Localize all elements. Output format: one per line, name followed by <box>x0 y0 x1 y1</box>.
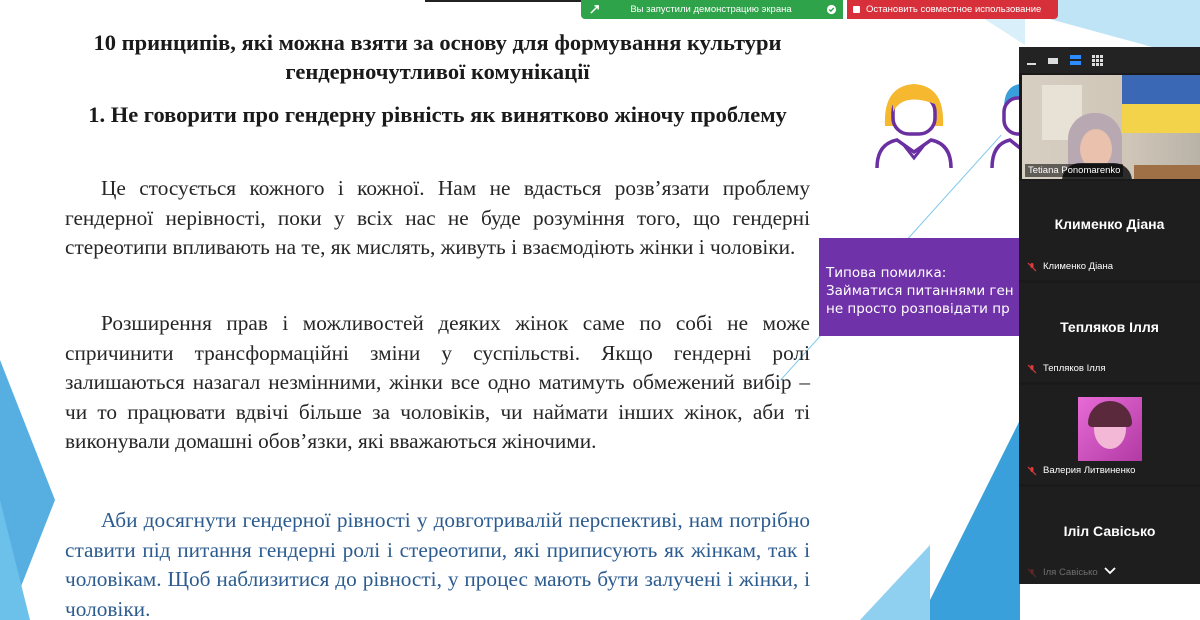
participant-label-row <box>1027 261 1113 272</box>
callout-line-2: Займатися питаннями ген <box>826 283 1014 299</box>
callout-line-1: Типова помилка: <box>826 265 947 281</box>
screen-share-status-text: Вы запустили демонстрацию экрана <box>630 4 792 15</box>
slide-decoration-bottom-right <box>920 420 1020 620</box>
window-edge <box>425 0 585 2</box>
chevron-down-icon[interactable] <box>1103 566 1117 576</box>
slide-decoration-bottom-right-light <box>860 545 930 620</box>
panel-toolbar <box>1019 47 1200 73</box>
woman-icon <box>873 78 955 170</box>
screen-share-status-bar[interactable] <box>581 0 843 19</box>
slide-subtitle: 1. Не говорити про гендерну рівність як винятково жіночу проблему <box>88 102 787 127</box>
participant-label: Валерия Литвиненко <box>1043 465 1136 476</box>
muted-mic-icon <box>1027 568 1037 578</box>
desk <box>1134 165 1200 179</box>
participants-panel <box>1019 47 1200 584</box>
slide-paragraph-1: Це стосується кожного і кожної. Нам не вдасться розв’язати проблему гендерної нерівності, поки у всіх нас не буде розуміння того, що гендерні стереотипи впливають на те, як мислять, живуть і взаємодіють жінки і чоловіки. <box>65 176 810 259</box>
thumbnail-view-icon[interactable] <box>1048 58 1058 64</box>
gallery-view-icon[interactable] <box>1092 55 1103 66</box>
participant-name-large: Тепляков Ілля <box>1060 319 1159 335</box>
muted-mic-icon <box>1027 262 1037 272</box>
callout-line-3: не просто розповідати пр <box>826 301 1010 317</box>
video-participant-name: Tetiana Ponomarenko <box>1025 164 1123 177</box>
slide-paragraph-3: Аби досягнути гендерної рівності у довготривалій перспективі, нам потрібно ставити під питання гендерні ролі і стереотипи, які приписують як жінкам, так і чоловікам. Щоб наблизитися до рівності, у процес мають бути залучені і жінки, і чоловіки. <box>65 508 810 620</box>
stop-icon <box>853 6 860 13</box>
typical-mistake-callout <box>819 238 1029 336</box>
participant-name-large: Іліл Савісько <box>1063 523 1156 539</box>
participant-tile-2[interactable] <box>1019 283 1200 382</box>
participant-tile-3[interactable] <box>1019 385 1200 484</box>
active-video-tile[interactable] <box>1022 75 1200 179</box>
participant-label-row <box>1027 465 1135 476</box>
share-screen-icon <box>589 4 600 15</box>
slide-paragraph-2: Розширення прав і можливостей деяких жінок саме по собі не може спричинити трансформаційні зміни у суспільстві. Якщо гендерні ролі залишаються назагал незмінними, жінки все одно матимуть обмежений вибір – чи то працювати вдвічі більше за чоловіків, чи наймати інших жінок, аби ті виконували домашні обов’язки, які вважаються жіночими. <box>65 311 810 453</box>
shield-check-icon <box>826 4 837 15</box>
muted-mic-icon <box>1027 364 1037 374</box>
stop-share-label: Остановить совместное использование <box>866 4 1042 15</box>
participant-label-row <box>1027 567 1098 578</box>
participant-label: Тепляков Ілля <box>1043 363 1106 374</box>
speaker-view-icon[interactable] <box>1070 55 1081 65</box>
minimize-icon[interactable] <box>1027 63 1036 65</box>
slide-title: 10 принципів, які можна взяти за основу для формування культури гендерночутливої комунікації <box>93 30 782 84</box>
participant-avatar <box>1078 397 1142 461</box>
participant-label: Клименко Діана <box>1043 261 1113 272</box>
flag <box>1122 75 1200 133</box>
man-icon <box>990 78 1020 170</box>
muted-mic-icon <box>1027 466 1037 476</box>
participant-name-large: Клименко Діана <box>1054 216 1165 232</box>
stop-share-button[interactable] <box>847 0 1058 19</box>
participant-label-row <box>1027 363 1106 374</box>
participant-label: Іля Савісько <box>1043 567 1098 578</box>
slide-decoration-left-light <box>0 500 30 620</box>
participant-tile-1[interactable] <box>1019 181 1200 280</box>
